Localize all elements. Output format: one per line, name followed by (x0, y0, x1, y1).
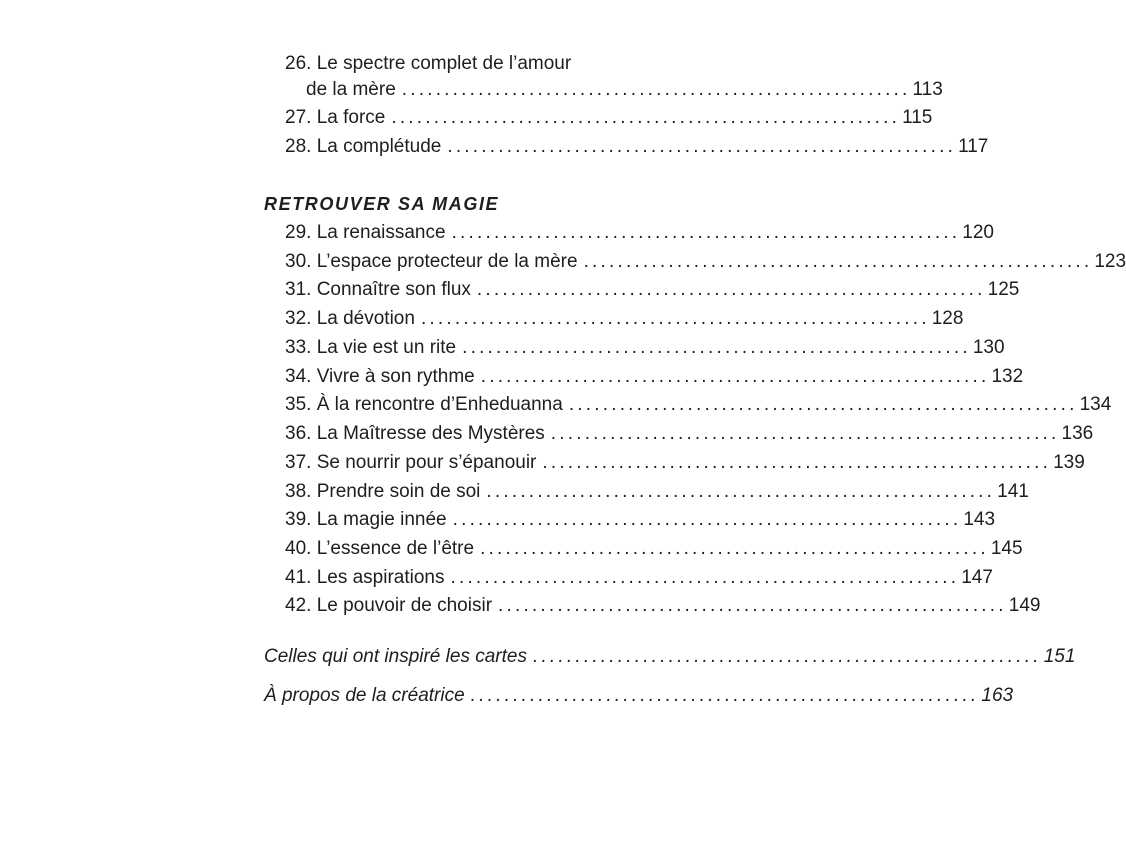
dot-leader: ............................................................ (451, 222, 961, 243)
dot-leader: ............................................................ (420, 308, 930, 329)
toc-page-number: 149 (1008, 595, 1041, 616)
toc-entry-40 (285, 537, 1023, 561)
dot-leader: ............................................................ (486, 481, 996, 502)
toc-entry-32 (285, 307, 964, 331)
toc-entry-29 (285, 221, 994, 245)
toc-entry-36 (285, 422, 1094, 446)
toc-entry-35 (285, 393, 1112, 417)
dot-leader: ............................................................ (532, 646, 1042, 667)
dot-leader: ............................................................ (401, 79, 911, 100)
toc-page-number: 139 (1053, 452, 1085, 473)
toc-entry-27 (285, 106, 933, 130)
toc-entry-28 (285, 135, 989, 159)
toc-page-number: 147 (961, 567, 993, 588)
toc-backmatter-inspirations (264, 645, 1076, 669)
toc-page-number: 145 (990, 538, 1023, 559)
toc-page-number: 134 (1079, 394, 1112, 415)
toc-entry-title: 37. Se nourrir pour s’épanouir (285, 452, 537, 473)
toc-entry-26-continuation (306, 78, 943, 102)
toc-entry-title: 26. Le spectre complet de l’amour (285, 53, 572, 74)
toc-entry-30 (285, 250, 1126, 274)
dot-leader: ............................................................ (476, 279, 986, 300)
toc-page-number: 132 (991, 366, 1024, 387)
toc-backmatter-about-creator (264, 684, 1014, 708)
toc-page-number: 141 (997, 481, 1029, 502)
dot-leader: ............................................................ (583, 251, 1093, 272)
toc-page-number: 163 (981, 685, 1014, 706)
dot-leader: ............................................................ (542, 452, 1052, 473)
dot-leader: ............................................................ (568, 394, 1078, 415)
toc-entry-37 (285, 451, 1085, 475)
toc-entry-title: 39. La magie innée (285, 509, 447, 530)
toc-entry-title: 42. Le pouvoir de choisir (285, 595, 493, 616)
toc-entry-title: 34. Vivre à son rythme (285, 366, 475, 387)
toc-page-number: 143 (963, 509, 996, 530)
toc-page-number: 113 (912, 79, 943, 100)
toc-entry-33 (285, 336, 1005, 360)
dot-leader: ............................................................ (470, 685, 980, 706)
toc-page-number: 136 (1061, 423, 1094, 444)
toc-entry-title: 30. L’espace protecteur de la mère (285, 251, 578, 272)
dot-leader: ............................................................ (452, 509, 962, 530)
toc-page-number: 125 (987, 279, 1020, 300)
toc-entry-title: 32. La dévotion (285, 308, 415, 329)
toc-entry-26 (285, 52, 621, 76)
dot-leader: ............................................................ (462, 337, 971, 358)
toc-entry-41 (285, 566, 993, 590)
toc-entry-title: 27. La force (285, 107, 386, 128)
dot-leader: ............................................................ (550, 423, 1060, 444)
toc-entry-title-continued: de la mère (306, 79, 396, 100)
toc-entry-title: 41. Les aspirations (285, 567, 445, 588)
toc-entry-34 (285, 365, 1024, 389)
toc-entry-title: 40. L’essence de l’être (285, 538, 475, 559)
toc-entry-39 (285, 508, 996, 532)
dot-leader: ............................................................ (480, 366, 990, 387)
toc-entry-42 (285, 594, 1041, 618)
dot-leader: ............................................................ (450, 567, 960, 588)
toc-entry-title: 36. La Maîtresse des Mystères (285, 423, 545, 444)
dot-leader: ............................................................ (480, 538, 989, 559)
toc-page-number: 130 (972, 337, 1005, 358)
section-heading: RETROUVER SA MAGIE (264, 194, 500, 214)
toc-page-number: 151 (1043, 646, 1076, 667)
toc-entry-title: 35. À la rencontre d’Enheduanna (285, 394, 563, 415)
dot-leader: ............................................................ (498, 595, 1007, 616)
toc-entry-title: 28. La complétude (285, 136, 442, 157)
toc-entry-title: 29. La renaissance (285, 222, 446, 243)
toc-entry-title: À propos de la créatrice (264, 685, 465, 706)
toc-entry-title: 33. La vie est un rite (285, 337, 457, 358)
toc-page-number: 117 (958, 136, 989, 157)
toc-page-number: 128 (931, 308, 964, 329)
dot-leader: ............................................................ (391, 107, 901, 128)
toc-entry-31 (285, 278, 1020, 302)
toc-entry-title: 38. Prendre soin de soi (285, 481, 481, 502)
toc-page-number: 115 (902, 107, 933, 128)
toc-entry-38 (285, 480, 1029, 504)
toc-entry-title: 31. Connaître son flux (285, 279, 471, 300)
toc-page-number: 123 (1094, 251, 1126, 272)
toc-entry-title: Celles qui ont inspiré les cartes (264, 646, 527, 667)
dot-leader: ............................................................ (447, 136, 957, 157)
toc-page-number: 120 (962, 222, 994, 243)
